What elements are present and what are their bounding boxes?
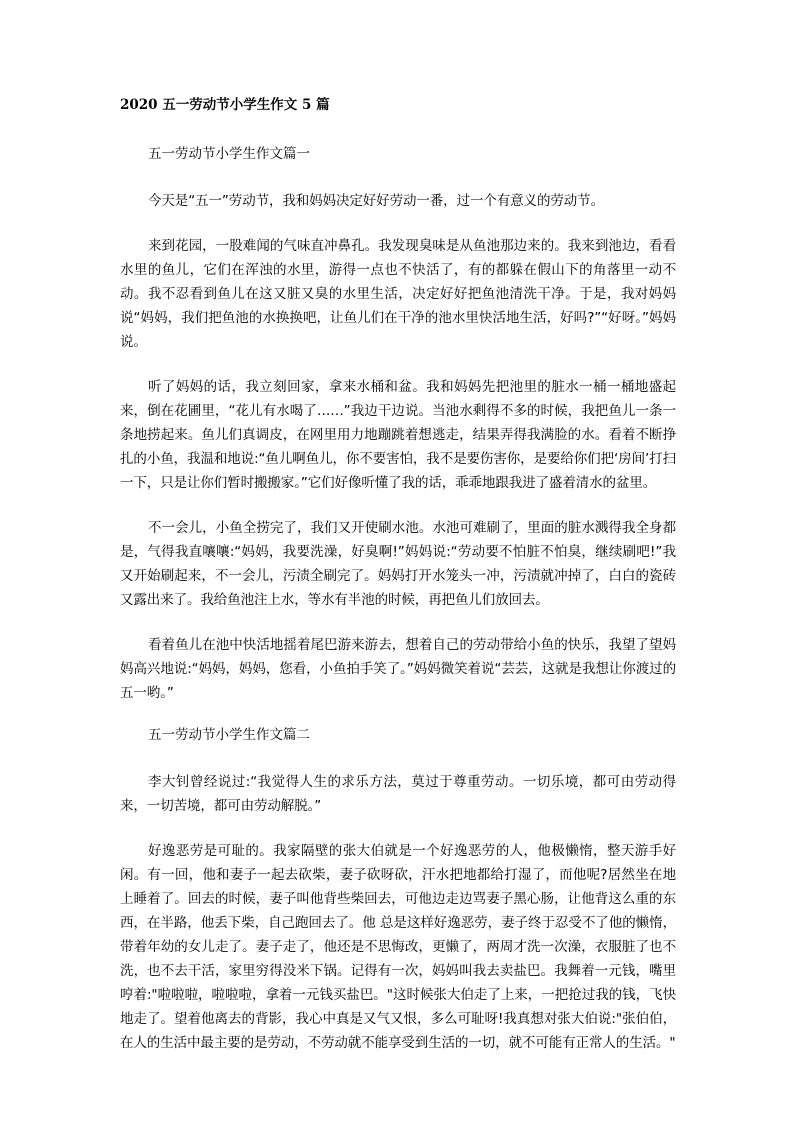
section-heading: 五一劳动节小学生作文篇二: [148, 727, 310, 743]
section-heading: 五一劳动节小学生作文篇一: [148, 146, 310, 162]
paragraph: 不一会儿，小鱼全捞完了，我们又开使刷水池。水池可难刷了，里面的脏水溅得我全身都是，气得我直嚷嚷:“妈妈，我要洗澡，好臭啊!”妈妈说:“劳动要不怕脏不怕臭，继续刷吧!”我又开始刷起来，不一会儿，污渍全刷完了。妈妈打开水笼头一冲，污渍就冲掉了，白白的瓷砖又露出来了。我给鱼池注上水，等水有半池的时候，再把鱼儿们放回去。: [120, 520, 676, 608]
paragraph: 看着鱼儿在池中快活地摇着尾巴游来游去，想着自己的劳动带给小鱼的快乐，我望了望妈妈高兴地说:“妈妈，妈妈，您看，小鱼拍手笑了。”妈妈微笑着说“芸芸，这就是我想让你渡过的五一哟。”: [120, 637, 676, 701]
paragraph: 来到花园，一股难闻的气味直冲鼻孔。我发现臭味是从鱼池那边来的。我来到池边，看看水里的鱼儿，它们在浑浊的水里，游得一点也不快活了，有的都躲在假山下的角落里一动不动。我不忍看到鱼儿在这又脏又臭的水里生活，决定好好把鱼池清洗干净。于是，我对妈妈说“妈妈，我们把鱼池的水换换吧，让鱼儿们在干净的池水里快活地生活，好吗?”“好呀。”妈妈说。: [120, 238, 676, 350]
document-page: [120, 96, 676, 1076]
section-2: [120, 726, 676, 1055]
section-1: [120, 145, 676, 705]
document-title: 2020 五一劳动节小学生作文 5 篇: [120, 97, 330, 113]
paragraph: 今天是“五一”劳动节，我和妈妈决定好好劳动一番，过一个有意义的劳动节。: [148, 193, 604, 209]
paragraph: 好逸恶劳是可耻的。我家隔壁的张大伯就是一个好逸恶劳的人，他极懒惰，整天游手好闲。有一回，他和妻子一起去砍柴，妻子砍呀砍，汗水把地都给打湿了，而他呢?居然坐在地上睡着了。回去的时候，妻子叫他背些柴回去，可他边走边骂妻子黑心肠，让他背这么重的东西，在半路，他丢下柴，自己跑回去了。他 总是这样好逸恶劳，妻子终于忍受不了他的懒惰，带着年幼的女儿走了。妻子走了，他还是不思悔改，更懒了，两周才洗一次澡，衣服脏了也不洗，也不去干活，家里穷得没米下锅。记得有一次，妈妈叫我去卖盐巴。我舞着一元钱，嘴里哼着:"啦啦啦，啦啦啦，拿着一元钱买盐巴。"这时候张大伯走了上来，一把抢过我的钱，飞快地走了。望着他离去的背影，我心中真是又气又恨，多么可耻呀!我真想对张大伯说:"张伯伯，在人的生活中最主要的是劳动，不劳动就不能享受到生活的一切，就不可能有正常人的生活。": [120, 843, 676, 1051]
paragraph: 听了妈妈的话，我立刻回家，拿来水桶和盆。我和妈妈先把池里的脏水一桶一桶地盛起来，倒在花圃里，“花儿有水喝了……”我边干边说。当池水剩得不多的时候，我把鱼儿一条一条地捞起来。鱼儿们真调皮，在网里用力地蹦跳着想逃走，结果弄得我满脸的水。看着不断挣扎的小鱼，我温和地说:“鱼儿啊鱼儿，你不要害怕，我不是要伤害你，是要给你们把‘房间’打扫一下，只是让你们暂时搬搬家。”它们好像听懂了我的话，乖乖地跟我进了盛着清水的盆里。: [120, 379, 676, 491]
paragraph: 李大钊曾经说过:“我觉得人生的求乐方法，莫过于尊重劳动。一切乐境，都可由劳动得来，一切苦境，都可由劳动解脱。”: [120, 774, 676, 814]
